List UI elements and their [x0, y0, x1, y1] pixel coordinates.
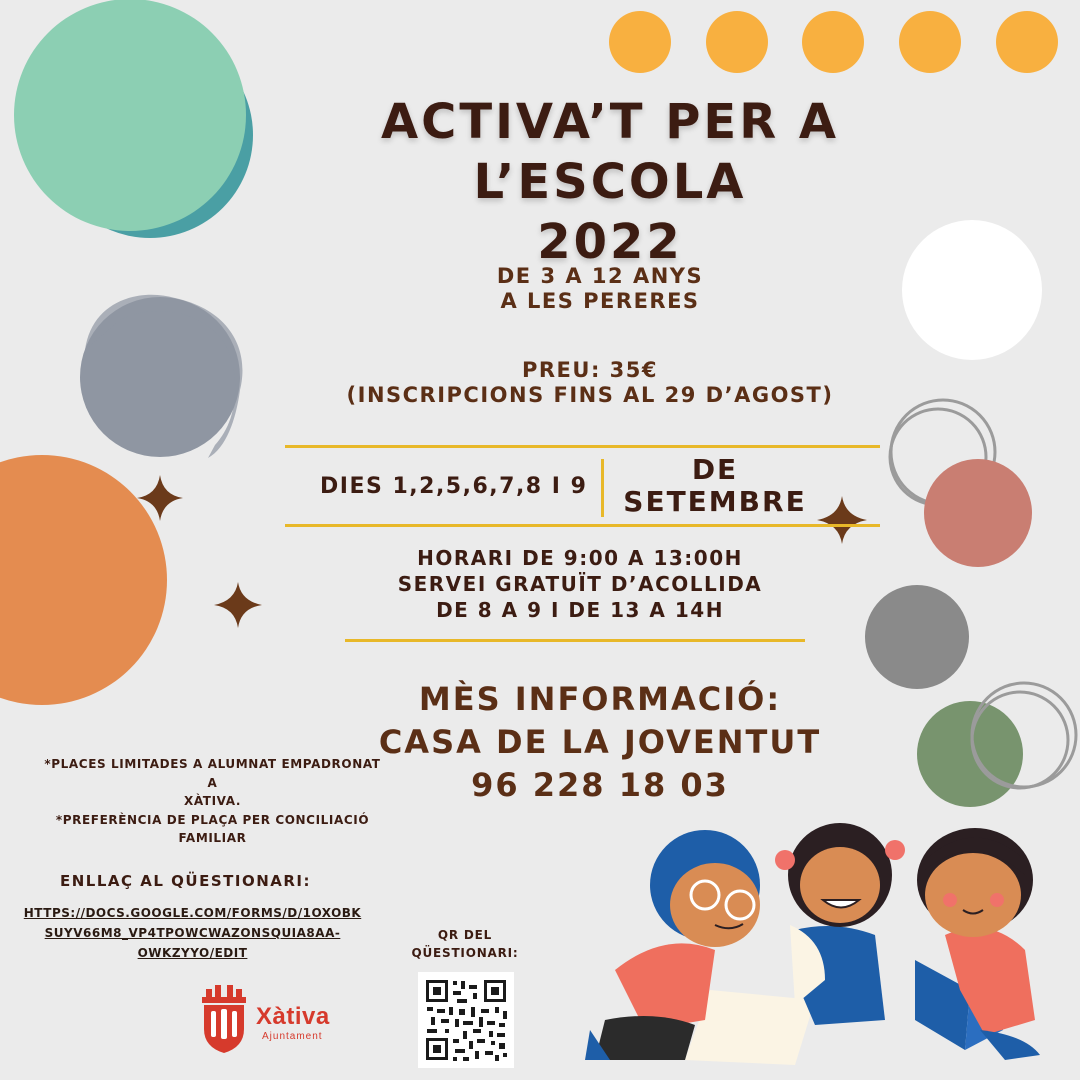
- schedule-line-1: HORARI DE 9:00 A 13:00H: [417, 546, 743, 570]
- note-line-3: *PREFERÈNCIA DE PLAÇA PER CONCILIACIÓ: [55, 812, 370, 827]
- sparkle-icon: [214, 582, 262, 628]
- schedule-line-2: SERVEI GRATUÏT D’ACOLLIDA: [397, 572, 763, 596]
- note-line-4: FAMILIAR: [178, 831, 247, 846]
- divider-line-vertical: [601, 459, 604, 517]
- price-text: PREU: 35€: [521, 358, 658, 382]
- info-place: CASA DE LA JOVENTUT: [378, 723, 822, 762]
- price-block: [300, 358, 880, 408]
- xativa-logo: [198, 985, 343, 1060]
- note-line-2: XÀTIVA.: [184, 794, 241, 809]
- title-line-1: ACTIVA’T PER A L’ESCOLA: [380, 94, 840, 210]
- note-line-1: *PLACES LIMITADES A ALUMNAT EMPADRONAT A: [44, 757, 381, 790]
- divider-line: [345, 639, 805, 642]
- deadline-text: (INSCRIPCIONS FINS AL 29 D’AGOST): [346, 383, 834, 408]
- ages-place-block: [430, 264, 770, 314]
- children-illustration-icon: [585, 820, 1055, 1065]
- info-phone[interactable]: 96 228 18 03: [471, 766, 729, 805]
- divider-line: [285, 445, 880, 448]
- info-block: [350, 678, 850, 808]
- logo-subtitle: Ajuntament: [262, 1031, 323, 1042]
- schedule-line-3: DE 8 A 9 I DE 13 A 14H: [436, 598, 724, 622]
- divider-line: [285, 524, 880, 527]
- logo-name: Xàtiva: [256, 1003, 330, 1030]
- dates-month: DE SETEMBRE: [623, 453, 807, 519]
- sparkle-icon: [817, 496, 867, 544]
- dates-days: DIES 1,2,5,6,7,8 I 9: [320, 474, 588, 499]
- title-line-2: 2022: [537, 214, 683, 270]
- questionnaire-link[interactable]: HTTPS://DOCS.GOOGLE.COM/FORMS/D/1OXOBK SUYV66M8_VP4TPOWCWAZONSQUIA8AA- OWKZYYO/EDIT: [23, 906, 362, 960]
- schedule-block: [340, 545, 820, 623]
- place-text: A LES PERERES: [500, 289, 700, 314]
- qr-label: QR DEL QÜESTIONARI:: [411, 928, 519, 960]
- page-title: [240, 92, 980, 272]
- notes-block: [40, 755, 385, 848]
- city-crest-icon: [198, 985, 250, 1057]
- questionnaire-label: ENLLAÇ AL QÜESTIONARI:: [60, 872, 311, 890]
- info-heading: MÈS INFORMACIÓ:: [418, 680, 782, 718]
- qr-code-pattern: [418, 972, 514, 1068]
- qr-code-icon[interactable]: [418, 972, 514, 1068]
- ages-text: DE 3 A 12 ANYS: [496, 264, 704, 288]
